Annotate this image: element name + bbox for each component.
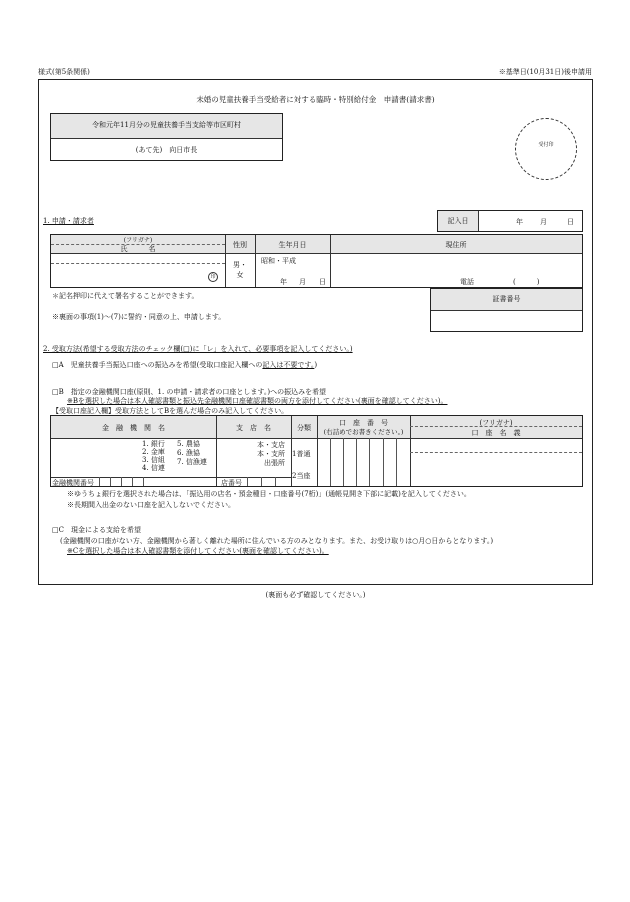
form-label: 様式(第5条関係) [38, 68, 90, 76]
branch-code-cells[interactable] [247, 477, 291, 486]
name-furigana-label: (フリガナ) [123, 237, 153, 244]
birth-label: 生年月日 [278, 241, 307, 249]
address-label: 現住所 [445, 241, 467, 249]
branch-type-1[interactable]: 本・支店 [257, 441, 285, 449]
section1-heading: 1. 申請・請求者 [43, 217, 94, 225]
bank-type-1[interactable]: 1. 銀行 [142, 440, 165, 448]
pledge-note: ※裏面の事項(1)～(7)に誓約・同意の上、申請します。 [52, 313, 226, 321]
class-checking[interactable]: 2当座 [292, 472, 311, 480]
section2-heading: 2. 受取方法(希望する受取方法のチェック欄(□)に「レ」を入れて、必要事項を記入してください。) [43, 345, 353, 353]
bank-name-label: 金 融 機 関 名 [102, 424, 165, 432]
entry-month-unit: 月 [540, 218, 547, 226]
option-a-underlined: 記入は不要です。 [262, 361, 315, 369]
option-c-note: (金融機関の口座がない方、金融機関から著しく離れた場所に住んでいる方のみとなります。また、お受け取りは○月○日からとなります。) [60, 537, 494, 545]
deadline-note: ※基準日(10月31日)後申請用 [498, 68, 592, 76]
name-label: 氏 名 [120, 245, 156, 253]
account-digits[interactable] [317, 438, 410, 486]
account-no-label: 口 座 番 号 [339, 419, 388, 427]
phone-parens: ( ) [513, 278, 540, 286]
bank-type-3[interactable]: 3. 信組 [142, 456, 165, 464]
addressee: (あて先) 向日市長 [135, 146, 198, 154]
branch-type-col [257, 441, 285, 468]
bank-type-col1 [142, 440, 165, 472]
gender-options: 男・ 女 [233, 261, 247, 279]
option-a-end: ) [314, 361, 318, 369]
branch-type-2[interactable]: 本・支所 [257, 450, 285, 458]
holder-label: 口 座 名 義 [471, 429, 521, 437]
yucho-note: ※ゆうちょ銀行を選択された場合は、「振込用の店名・預金種目・口座番号(7桁)」(通帳見開き下部に記載)を記入してください。 [67, 490, 471, 498]
signature-note: ＊記名押印に代えて署名することができます。 [52, 292, 199, 300]
entry-day-unit: 日 [567, 218, 574, 226]
reception-stamp [515, 118, 577, 180]
option-a-text: □A 児童扶養手当振込口座への振込みを希望(受取口座記入欄への [52, 361, 263, 369]
entry-date-box [437, 210, 583, 232]
bank-type-4[interactable]: 4. 信連 [142, 464, 165, 472]
bank-type-7[interactable]: 7. 信漁連 [177, 458, 207, 466]
option-b-note: ※Bを選択した場合は本人確認書類と振込先金融機関口座確認書類の両方を添付してください(裏面を確認してください)。 [67, 397, 448, 405]
account-no-sub: (右詰めでお書きください。) [323, 428, 404, 436]
bank-type-col2 [177, 440, 207, 467]
stamp-label: 受付印 [538, 142, 554, 148]
certificate-label: 証書番号 [431, 289, 582, 311]
option-c-note2: ※Cを選択した場合は本人確認書類を添付してください(裏面を確認してください)。 [67, 547, 329, 555]
entry-date-label: 記入日 [438, 211, 479, 231]
class-ordinary[interactable]: 1普通 [292, 450, 311, 458]
bank-table [50, 415, 583, 487]
holder-furigana: (フリガナ) [479, 419, 513, 427]
class-label: 分類 [297, 424, 311, 432]
seal-mark: 印 [208, 272, 218, 282]
option-c[interactable]: □C 現金による支給を希望 [52, 526, 141, 534]
bank-type-2[interactable]: 2. 金庫 [142, 448, 165, 456]
birth-day-unit: 日 [319, 278, 326, 286]
entry-year-unit: 年 [516, 218, 523, 226]
bank-code-cells[interactable] [99, 477, 143, 486]
municipality-box [50, 113, 283, 161]
footer-note: (裏面も必ず確認してください。) [265, 591, 366, 599]
bank-form-title: 【受取口座記入欄】受取方法としてBを選んだ場合のみ記入してください。 [52, 407, 289, 415]
birth-year-unit: 年 [280, 278, 287, 286]
certificate-box [430, 288, 583, 332]
gender-label: 性別 [233, 241, 247, 249]
branch-label: 支 店 名 [236, 424, 271, 432]
branch-type-3[interactable]: 出張所 [264, 459, 285, 467]
option-a[interactable] [52, 360, 317, 370]
birth-month-unit: 月 [299, 278, 306, 286]
municipality-name: 令和元年11月分の児童扶養手当支給等市区町村 [51, 114, 282, 139]
phone-label: 電話 [460, 278, 474, 286]
option-b[interactable]: □B 指定の金融機関口座(原則、1. の申請・請求者の口座とします。)への振込みを希望 [52, 388, 327, 396]
bank-type-6[interactable]: 6. 漁協 [177, 449, 200, 457]
birth-era: 昭和・平成 [261, 257, 296, 265]
bank-type-5[interactable]: 5. 農協 [177, 440, 200, 448]
branch-code-label: 店番号 [221, 479, 242, 487]
dormant-note: ※長期間入出金のない口座を記入しないでください。 [67, 501, 235, 509]
applicant-table [50, 234, 583, 288]
bank-code-label: 金融機関番号 [52, 479, 94, 487]
form-title: 未婚の児童扶養手当受給者に対する臨時・特別給付金 申請書(請求書) [196, 95, 435, 104]
